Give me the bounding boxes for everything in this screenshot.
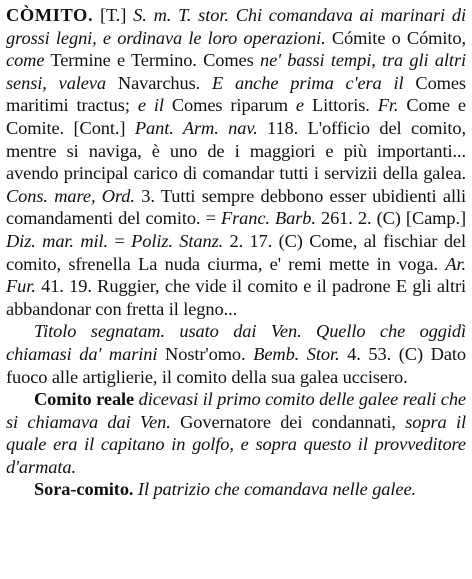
- text-run: ne' bassi tempi, tra gli altri sensi, valeva: [6, 50, 467, 93]
- text-run: dicevasi il primo comito delle galee reali che si chiamava dai Ven.: [6, 389, 466, 432]
- text-run: E anche prima c'era il: [211, 72, 404, 93]
- text-run: Navarchus.: [106, 72, 212, 93]
- text-run: Bemb. Stor.: [253, 343, 340, 364]
- text-run: Come e Comite. [Cont.]: [6, 95, 466, 138]
- text-run: Littoris.: [303, 95, 378, 116]
- text-run: sopra il quale era il capitano in golfo, e sopra questo il provveditore d'armata.: [6, 411, 466, 477]
- text-run: Nostr'omo.: [157, 343, 254, 364]
- text-run: Franc. Barb.: [220, 208, 316, 229]
- text-run: Ar. Fur.: [6, 253, 466, 297]
- text-run: Fr.: [377, 95, 399, 116]
- text-run: Cons. mare, Ord.: [6, 185, 135, 206]
- text-run: Poliz. Stanz.: [131, 230, 224, 251]
- entry-comito-reale-paragraph: [6, 388, 466, 478]
- text-run: Cómite o Cómito,: [325, 27, 467, 48]
- text-run: S. m. T. stor. Chi comandava ai marinari di grossi legni, e ordinava le loro operazioni.: [6, 5, 467, 48]
- text-run: 3. Tutti sempre debbono esser ubidienti alli comandamenti del comito. =: [6, 185, 466, 229]
- text-run: e: [295, 95, 304, 116]
- text-run: Sora-comito.: [34, 479, 134, 500]
- text-run: [T.]: [93, 5, 134, 25]
- entry-venetian-usage-paragraph: [6, 320, 466, 388]
- text-run: come: [6, 50, 45, 71]
- text-run: e il: [137, 95, 164, 116]
- text-run: Titolo segnatam. usato dai Ven. Quello che oggidì chiamasi da' marini: [6, 321, 466, 364]
- text-run: 2. 17. (C) Come, al fischiar del comito, sfrenella La nuda ciurma, e' remi mette in voga.: [6, 230, 466, 274]
- text-run: Comes maritimi tractus;: [6, 72, 466, 116]
- text-run: Termine e Termino. Comes: [44, 50, 260, 71]
- text-run: Pant. Arm. nav.: [134, 117, 258, 138]
- text-run: Diz. mar. mil.: [6, 230, 109, 251]
- text-run: 118. L'officio del comito, mentre si naviga, è uno de i maggiori e più importanti... avendo principal carico di comandar tutti i servizii della galea.: [6, 117, 466, 184]
- text-run: Comito reale: [34, 389, 135, 410]
- text-run: 261. 2. (C) [Camp.]: [315, 208, 466, 229]
- text-run: Comes riparum: [163, 95, 296, 116]
- text-run: Governatore dei condannati,: [170, 411, 406, 432]
- text-run: CÒMITO.: [6, 5, 94, 25]
- text-run: =: [108, 230, 132, 251]
- text-run: 41. 19. Ruggier, che vide il comito e il padrone E gli altri abbandonar con fretta il legno...: [6, 276, 466, 319]
- entry-definition-paragraph: [6, 4, 466, 320]
- text-run: Il patrizio che comandava nelle galee.: [133, 479, 417, 500]
- entry-sora-comito-paragraph: [6, 478, 466, 501]
- text-run: 4. 53. (C) Dato fuoco alle artiglierie, il comito della sua galea uccisero.: [6, 343, 466, 387]
